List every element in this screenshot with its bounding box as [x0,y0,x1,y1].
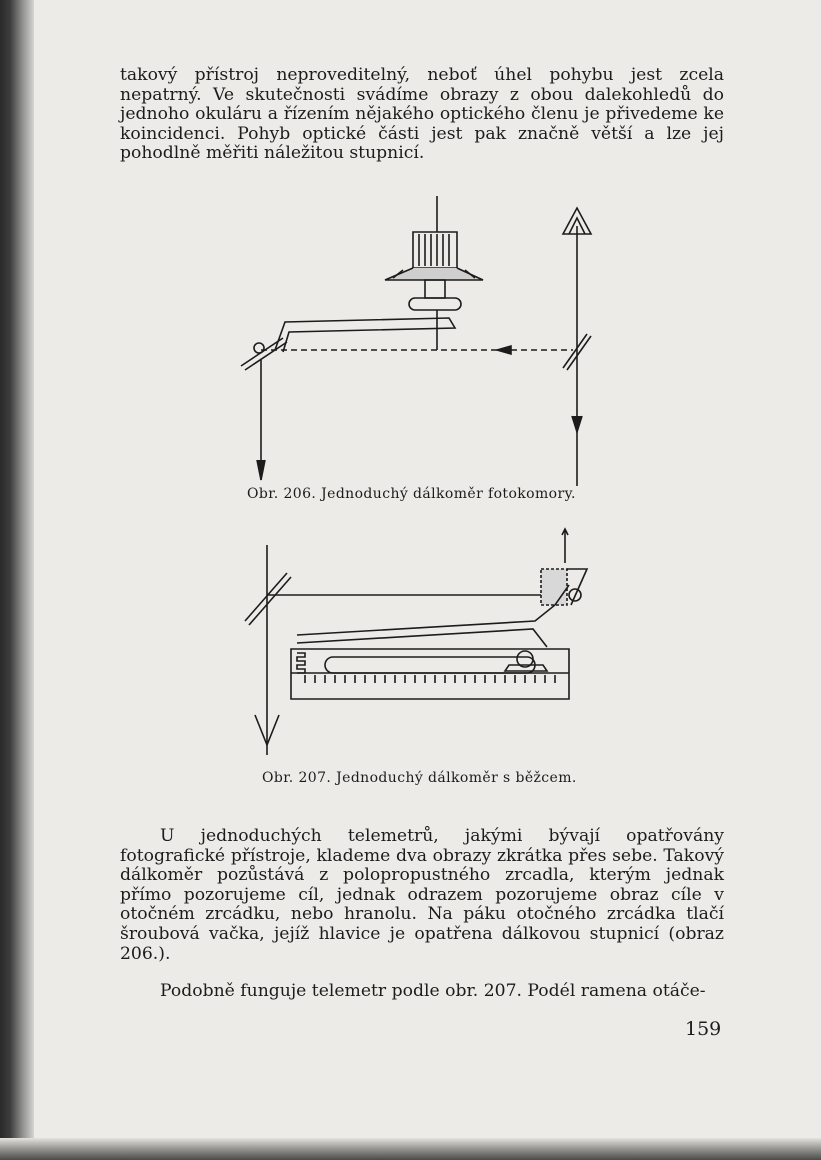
paragraph-intro: takový přístroj neproveditelný, neboť úhel pohybu jest zcela nepatrný. Ve skutečnosti svádíme obrazy z obou dalekohledů do jednoho okuláru a řízením nějakého optického členu je přivedeme ke koincidenci. Pohyb optické části jest pak značně větší a lze jej pohodlně měřiti náležitou stupnicí. [120,65,724,164]
figure-207-slider-rangefinder-diagram [235,525,595,765]
paragraph-telemetry: U jednoduchých telemetrů, jakými bývají opatřovány fotografické přístroje, klademe dva obrazy zkrátka přes sebe. Takový dálkoměr pozůstává z polopropustného zrcadla, kterým jednak přímo pozorujeme cíl, jednak odrazem pozorujeme obraz cíle v otočném zrcádku, nebo hranolu. Na páku otočného zrcádka tlačí šroubová vačka, jejíž hlavice je opatřena dálkovou stupnicí (obraz 206.). [120,826,724,964]
page-number: 159 [685,1018,722,1040]
figure-207-caption: Obr. 207. Jednoduchý dálkoměr s běžcem. [262,770,577,786]
figure-206-rangefinder-diagram [225,190,605,490]
paragraph-continuation: Podobně funguje telemetr podle obr. 207. Podél ramena otáče- [160,981,706,1001]
figure-206-caption: Obr. 206. Jednoduchý dálkoměr fotokomory. [247,486,576,502]
page-bottom-edge [0,1138,821,1160]
book-spine-shadow [0,0,34,1160]
